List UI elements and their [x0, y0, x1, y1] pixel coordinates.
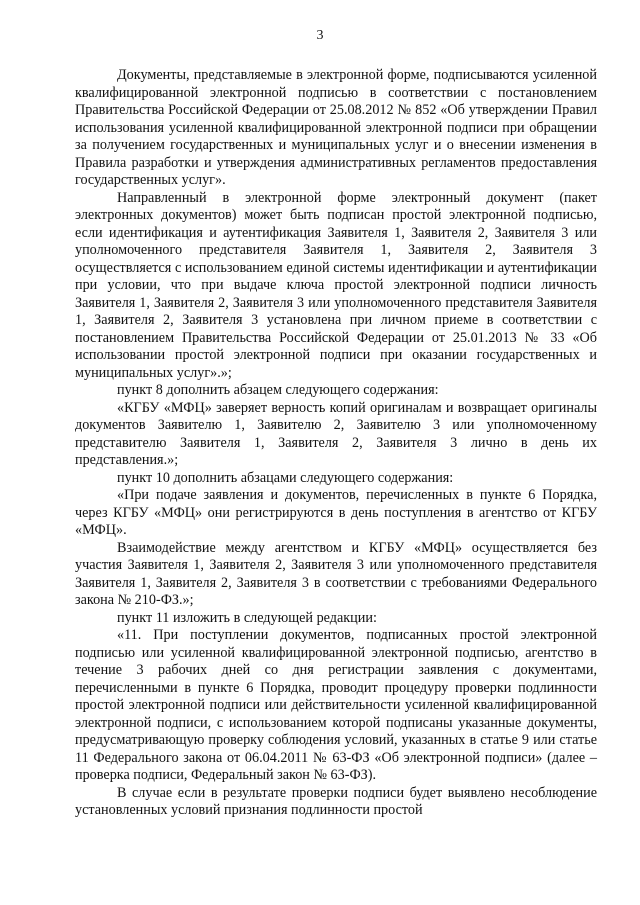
paragraph: Документы, представляемые в электронной форме, подписываются усиленной квалифицированной электронной подписью в соответствии с постановлением Правительства Российской Федерации от 25.08.2012 № 852 «Об утверждении Правил использования усиленной квалифицированной электронной подписи при обращении за получением государственных и муниципальных услуг и о внесении изменения в Правила разработки и утверждения административных регламентов предоставления государственных услуг».	[75, 67, 597, 188]
document-body	[75, 67, 597, 820]
paragraph: «11. При поступлении документов, подписанных простой электронной подписью или усиленной квалифицированной электронной подписью, агентство в течение 3 рабочих дней со дня регистрации заявления с документами, перечисленными в пункте 6 Порядка, проводит процедуру проверки подлинности простой электронной подписи или действительности усиленной квалифицированной электронной подписи, с использованием которой подписаны указанные документы, предусматривающую проверку соблюдения условий, указанных в статье 9 или статье 11 Федерального закона от 06.04.2011 № 63-ФЗ «Об электронной подписи» (далее – проверка подписи, Федеральный закон № 63-ФЗ).	[75, 627, 597, 783]
paragraph: В случае если в результате проверки подписи будет выявлено несоблюдение установленных условий признания подлинности простой	[75, 784, 597, 818]
paragraph: Взаимодействие между агентством и КГБУ «МФЦ» осуществляется без участия Заявителя 1, Заявителя 2, Заявителя 3 или уполномоченного представителя Заявителя 1, Заявителя 2, Заявителя 3 в соответствии с требованиями Федерального закона № 210-ФЗ.»;	[75, 539, 597, 608]
paragraph: «КГБУ «МФЦ» заверяет верность копий оригиналам и возвращает оригиналы документов Заявителю 1, Заявителю 2, Заявителю 3 или уполномоченному представителю Заявителя 1, Заявителя 2, Заявителя 3 лично в день их представления.»;	[75, 399, 597, 468]
paragraph: Направленный в электронной форме электронный документ (пакет электронных документов) может быть подписан простой электронной подписью, если идентификация и аутентификация Заявителя 1, Заявителя 2, Заявителя 3 или уполномоченного представителя Заявителя 1, Заявителя 2, Заявителя 3 осуществляется с использованием единой системы идентификации и аутентификации при условии, что при выдаче ключа простой электронной подписи личность Заявителя 1, Заявителя 2, Заявителя 3 или уполномоченного представителя Заявителя 1, Заявителя 2, Заявителя 3 установлена при личном приеме в соответствии с постановлением Правительства Российской Федерации от 25.01.2013 № 33 «Об использовании простой электронной подписи при оказании государственных и муниципальных услуг».»;	[75, 189, 597, 381]
paragraph: пункт 8 дополнить абзацем следующего содержания:	[117, 382, 439, 398]
paragraph: «При подаче заявления и документов, перечисленных в пункте 6 Порядка, через КГБУ «МФЦ» они регистрируются в день поступления в агентство от КГБУ «МФЦ».	[75, 487, 597, 538]
page-number: 3	[316, 28, 324, 43]
paragraph: пункт 10 дополнить абзацами следующего содержания:	[117, 469, 454, 486]
paragraph: пункт 11 изложить в следующей редакции:	[117, 609, 377, 626]
